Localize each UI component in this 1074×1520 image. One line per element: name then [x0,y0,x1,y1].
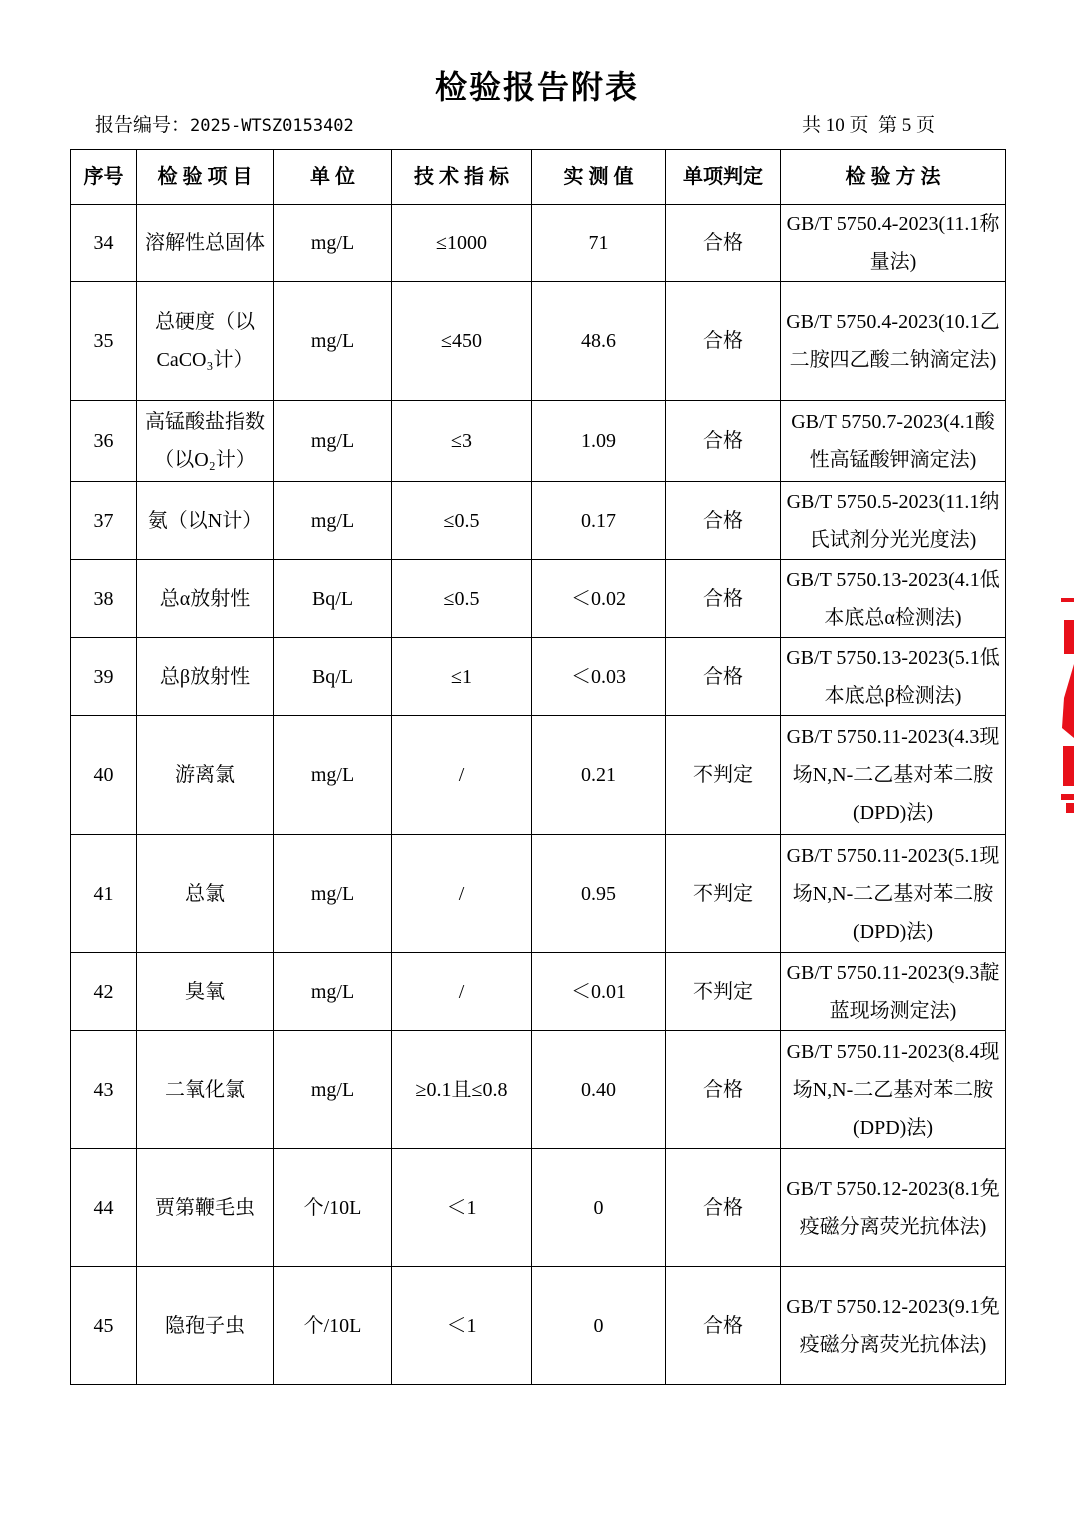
row-value: 71 [532,205,666,282]
row-spec: ≤1000 [392,205,532,282]
row-spec: ＜1 [392,1267,532,1385]
row-spec: ＜1 [392,1149,532,1267]
row-spec: ≤1 [392,638,532,716]
col-header-judge: 单项判定 [666,150,781,205]
row-no: 35 [71,282,137,401]
row-method: GB/T 5750.13-2023(5.1低本底总β检测法) [781,638,1006,716]
row-value: ＜0.02 [532,560,666,638]
row-no: 34 [71,205,137,282]
table-row [71,282,1006,401]
col-header-unit: 单 位 [274,150,392,205]
row-unit: Bq/L [274,560,392,638]
table-header-row [71,150,1006,205]
row-unit: mg/L [274,282,392,401]
row-no: 43 [71,1031,137,1149]
row-no: 44 [71,1149,137,1267]
row-spec: ≤0.5 [392,482,532,560]
row-value: 0.17 [532,482,666,560]
row-judge: 合格 [666,205,781,282]
row-item: 总氯 [137,835,274,953]
row-judge: 合格 [666,482,781,560]
table-row [71,638,1006,716]
row-item: 游离氯 [137,716,274,835]
row-value: 0.40 [532,1031,666,1149]
row-item: 隐孢子虫 [137,1267,274,1385]
row-item: 总α放射性 [137,560,274,638]
row-unit: mg/L [274,401,392,482]
row-judge: 合格 [666,1149,781,1267]
col-header-item: 检 验 项 目 [137,150,274,205]
row-method: GB/T 5750.13-2023(4.1低本底总α检测法) [781,560,1006,638]
table-row [71,560,1006,638]
row-method: GB/T 5750.11-2023(4.3现场N,N-二乙基对苯二胺(DPD)法) [781,716,1006,835]
row-item: 总β放射性 [137,638,274,716]
row-judge: 合格 [666,1267,781,1385]
row-judge: 合格 [666,638,781,716]
row-no: 37 [71,482,137,560]
row-method: GB/T 5750.11-2023(5.1现场N,N-二乙基对苯二胺(DPD)法) [781,835,1006,953]
row-value: ＜0.01 [532,953,666,1031]
row-no: 38 [71,560,137,638]
row-item: 总硬度（以CaCO₃计） [137,282,274,401]
row-judge: 合格 [666,1031,781,1149]
row-judge: 不判定 [666,953,781,1031]
row-spec: ≤0.5 [392,560,532,638]
row-unit: 个/10L [274,1267,392,1385]
table-row [71,953,1006,1031]
page-indicator: 共 10 页 第 5 页 [802,115,936,136]
results-table [70,149,1006,1385]
row-unit: mg/L [274,716,392,835]
row-no: 41 [71,835,137,953]
row-method: GB/T 5750.7-2023(4.1酸性高锰酸钾滴定法) [781,401,1006,482]
row-item: 溶解性总固体 [137,205,274,282]
row-unit: mg/L [274,482,392,560]
row-unit: Bq/L [274,638,392,716]
row-value: 0 [532,1149,666,1267]
row-unit: mg/L [274,205,392,282]
row-item: 二氧化氯 [137,1031,274,1149]
row-judge: 合格 [666,282,781,401]
row-judge: 合格 [666,401,781,482]
row-no: 45 [71,1267,137,1385]
row-item: 臭氧 [137,953,274,1031]
table-row [71,482,1006,560]
table-row [71,205,1006,282]
row-method: GB/T 5750.4-2023(11.1称量法) [781,205,1006,282]
row-method: GB/T 5750.12-2023(8.1免疫磁分离荧光抗体法) [781,1149,1006,1267]
row-method: GB/T 5750.5-2023(11.1纳氏试剂分光光度法) [781,482,1006,560]
report-number [95,110,354,137]
row-item: 贾第鞭毛虫 [137,1149,274,1267]
col-header-method: 检 验 方 法 [781,150,1006,205]
row-spec: / [392,716,532,835]
red-seal-stamp-icon [1058,598,1074,813]
row-unit: mg/L [274,953,392,1031]
row-value: 1.09 [532,401,666,482]
row-spec: ≤450 [392,282,532,401]
row-unit: mg/L [274,1031,392,1149]
page-title: 检验报告附表 [434,69,639,105]
row-judge: 不判定 [666,835,781,953]
row-unit: mg/L [274,835,392,953]
col-header-value: 实 测 值 [532,150,666,205]
row-value: 0.21 [532,716,666,835]
table-row [71,835,1006,953]
row-spec: ≥0.1且≤0.8 [392,1031,532,1149]
row-method: GB/T 5750.11-2023(8.4现场N,N-二乙基对苯二胺(DPD)法) [781,1031,1006,1149]
row-item: 高锰酸盐指数（以O₂计） [137,401,274,482]
table-row [71,716,1006,835]
row-method: GB/T 5750.11-2023(9.3靛蓝现场测定法) [781,953,1006,1031]
row-item: 氨（以N计） [137,482,274,560]
table-row [71,1267,1006,1385]
row-spec: ≤3 [392,401,532,482]
table-row [71,1149,1006,1267]
table-row [71,1031,1006,1149]
row-method: GB/T 5750.12-2023(9.1免疫磁分离荧光抗体法) [781,1267,1006,1385]
col-header-no: 序号 [71,150,137,205]
row-no: 39 [71,638,137,716]
row-judge: 不判定 [666,716,781,835]
row-unit: 个/10L [274,1149,392,1267]
row-judge: 合格 [666,560,781,638]
row-no: 42 [71,953,137,1031]
row-spec: / [392,835,532,953]
table-row [71,401,1006,482]
report-number-value: 2025-WTSZ0153402 [190,116,354,136]
row-no: 36 [71,401,137,482]
row-value: ＜0.03 [532,638,666,716]
row-value: 48.6 [532,282,666,401]
row-value: 0.95 [532,835,666,953]
row-method: GB/T 5750.4-2023(10.1乙二胺四乙酸二钠滴定法) [781,282,1006,401]
row-value: 0 [532,1267,666,1385]
col-header-spec: 技 术 指 标 [392,150,532,205]
row-spec: / [392,953,532,1031]
report-number-label: 报告编号： [95,115,191,136]
row-no: 40 [71,716,137,835]
